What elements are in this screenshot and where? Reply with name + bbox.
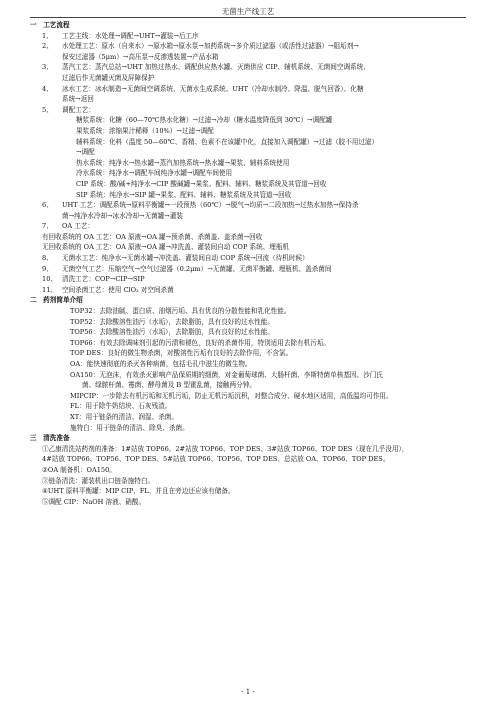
- line-number: 1、: [42, 31, 53, 40]
- line-text: 冰水工艺：冰水制造→无菌间空调系统、无菌水生成系统、UHT（冷却水制冷、降温、脱气回香）、化糖: [62, 84, 364, 93]
- line-text: 保安过滤器（5μm）→高压泵→反渗透装置→产品水箱: [62, 52, 219, 61]
- agent-line: MIPCIP：一步除去有机污垢和无机污垢，防止无机污垢沉积，对整合成分、硬水地区适用，高低温均可作用。: [70, 391, 393, 400]
- mixing-line: 冷水系统：纯净水→调配车间纯净水罐→调配车间使用: [76, 169, 233, 178]
- line-text: 系统→返回: [62, 95, 94, 104]
- line-number: 8、: [42, 254, 53, 263]
- numbered-line: [30, 253, 470, 264]
- line-number: 2、: [42, 42, 53, 51]
- line-text: 清洗工艺：COP→CIP→SIP: [62, 275, 145, 284]
- line-text: OA 工艺：: [62, 222, 95, 231]
- page-header: 无菌生产线工艺: [221, 7, 275, 16]
- prep-line: ②OA 制备机：OA150。: [42, 465, 116, 474]
- numbered-line: [30, 31, 470, 42]
- agent-list: [30, 306, 470, 380]
- mixing-line: 辅料系统：化料（温度 50—60℃、香精、色素不在该罐中化，直接加入调配罐）→过滤（胶不用过滤）: [76, 137, 379, 146]
- section-1-items-3: [30, 253, 470, 295]
- section-2-title: 二 药剂简单介绍: [30, 296, 83, 305]
- section-1-title: 一 工艺流程: [30, 21, 70, 29]
- agent-line: FL：用于除牛奶结块、石灰残渣。: [70, 402, 172, 411]
- numbered-line: [30, 264, 470, 275]
- prep-line: 4#站放 TOP66、TOP56、TOP DES、5#站放 TOP66、TOP56、TOP DES、总站放 OA、TOP66、TOP DES。: [42, 455, 390, 464]
- line-text: 水处理工艺：原水（自来水）→原水箱→原水泵→加药系统→多介质过滤器（或活性过滤器）→阻垢剂→: [62, 42, 359, 51]
- line-text: 无菌水工艺：纯净水→无菌水罐→冲洗盖、灌装间自动 COP 系统→回流（待机时候）: [62, 254, 309, 263]
- agent-line: TOP32：去除油腻、蛋白质、油烟污垢、具有优良的分散性能和乳化性能。: [70, 307, 291, 316]
- agent-line: TOP66：有效去除调味剂引起的污渍和褪色，良好的杀菌作用，特别适用去除有机污垢。: [70, 338, 331, 347]
- numbered-line: [30, 105, 470, 116]
- agent-continuation: 菌、绿脓杆菌、霉菌、酵母菌及 B 型霍乱菌，接触两分钟。: [82, 381, 256, 390]
- prep-line: ④UHT 原料平衡罐：MIP CIP、FL、并且在旁边还应该有储备。: [42, 487, 235, 496]
- line-text: UHT 工艺：调配系统→原料平衡罐→一段预热（60℃）→脱气→均质→二段加热→过热水加热→保持杀: [62, 201, 359, 210]
- prep-line: ①乙康清洗站药剂的准备：1#站放 TOP66、2#站放 TOP66、TOP DES、3#站放 TOP66、TOP DES（现在几乎没用），: [42, 444, 409, 453]
- line-text: 蒸汽工艺：蒸汽总站→UHT 加热过热水、调配供应热水罐、灭菌供应 CIP、辅机系统、无菌间空调系统、: [62, 63, 370, 72]
- line-number: 6、: [42, 201, 53, 210]
- mixing-line: 果浆系统：浓缩果汁稀释（10%）→过滤→调配: [76, 126, 214, 135]
- agent-line: 施特白：用于链条的清洁、除臭、杀菌。: [70, 423, 189, 432]
- mixing-line: CIP 系统：酸/碱+纯净水→CIP 酸碱罐→果浆、配料、辅料、糖浆系统及其管道→回收: [76, 179, 327, 188]
- line-number: 5、: [42, 105, 53, 114]
- section-3-title: 三 清洗准备: [30, 434, 70, 443]
- oa-line: 无回收系统的 OA 工艺：OA 原液→OA 罐→冲洗盖、灌装间自动 COP 系统、埋瓶机: [42, 243, 290, 252]
- agent-line: TOP56：去除酸溶性油污（水垢），去除脂肪，具有良好的过水性能。: [70, 328, 274, 337]
- mixing-line: SIP 系统：纯净水→SIP 罐→果浆、配料、辅料、糖浆系统及其管道→回收: [76, 190, 292, 199]
- mixing-line: 糖浆系统：化糖（60—70℃热水化糖）→过滤→冷却（糖水温度降低到 30℃）→调配罐: [76, 116, 333, 125]
- mixing-line: →调配: [76, 148, 95, 157]
- mixing-line: 热水系统：纯净水→热水罐→蒸汽加热系统→热水罐→果浆、辅料系统使用: [76, 158, 290, 167]
- line-number: 7、: [42, 222, 53, 231]
- line-text: 调配工艺：: [62, 105, 95, 114]
- header-rule: [30, 17, 466, 18]
- line-text: 工艺主线：水处理→调配→UHT→灌装→后工序: [62, 31, 199, 40]
- line-number: 10、: [42, 275, 57, 284]
- cleaning-prep-list: [30, 444, 470, 508]
- numbered-line: [30, 274, 470, 285]
- agent-list-2: [30, 391, 470, 433]
- numbered-line: [30, 73, 470, 84]
- line-number: 11、: [42, 285, 57, 294]
- prep-line: ③链条清洗：灌装机出口链条施特白。: [42, 476, 155, 485]
- numbered-line: [30, 221, 470, 232]
- line-text: 菌→纯净水冷却→冰水冷却→无菌罐→灌装: [62, 211, 184, 220]
- line-text: 空间杀菌工艺：使用 ClO₂ 对空间杀菌: [62, 285, 174, 294]
- agent-line: OA150：无泡沫，有效杀灭影响产品保质期的细菌，对金葡萄球菌、大肠杆菌、李斯特菌单核基因、沙门氏: [70, 370, 383, 379]
- numbered-line: [30, 285, 470, 296]
- mixing-subsystems: [30, 115, 470, 200]
- agent-line: XT：用于链条的清洁、润湿、杀菌。: [70, 412, 178, 421]
- numbered-line: [30, 94, 470, 105]
- line-text: 过滤后作无菌罐灭菌及屏障保护: [62, 73, 155, 82]
- agent-line: TOP52：去除酸溶性油污（水垢），去除脂肪，具有良好的过水性能。: [70, 317, 274, 326]
- prep-line: ⑤调配 CIP：NaOH 溶液、硝酸。: [42, 497, 146, 506]
- numbered-line: [30, 211, 470, 222]
- document-body: [30, 20, 470, 507]
- line-number: 3、: [42, 63, 53, 72]
- section-1-items-2: [30, 200, 470, 232]
- page-number: - 1 -: [241, 688, 255, 696]
- line-number: 9、: [42, 264, 53, 273]
- numbered-line: [30, 200, 470, 211]
- oa-line: 有回收系统的 OA 工艺：OA 原液→OA 罐→预杀菌、杀菌盖、盖杀菌→回收: [42, 232, 263, 241]
- numbered-line: [30, 52, 470, 63]
- numbered-line: [30, 84, 470, 95]
- section-1-items: [30, 31, 470, 116]
- numbered-line: [30, 41, 470, 52]
- agent-line: OA：能快速彻底的杀灭各种病菌，包括毛孔中滋生的微生物。: [70, 360, 252, 368]
- line-number: 4、: [42, 84, 53, 93]
- agent-line: TOP DES：良好的微生物杀菌，对酸溶性污垢有良好的去除作用，不含氯。: [70, 349, 293, 358]
- line-text: 无菌空气工艺：压缩空气→空气过滤器（0.2μm）→无菌罐、无菌平衡罐、埋瓶机、盖杀菌间: [62, 264, 332, 273]
- numbered-line: [30, 62, 470, 73]
- oa-processes: [30, 232, 470, 253]
